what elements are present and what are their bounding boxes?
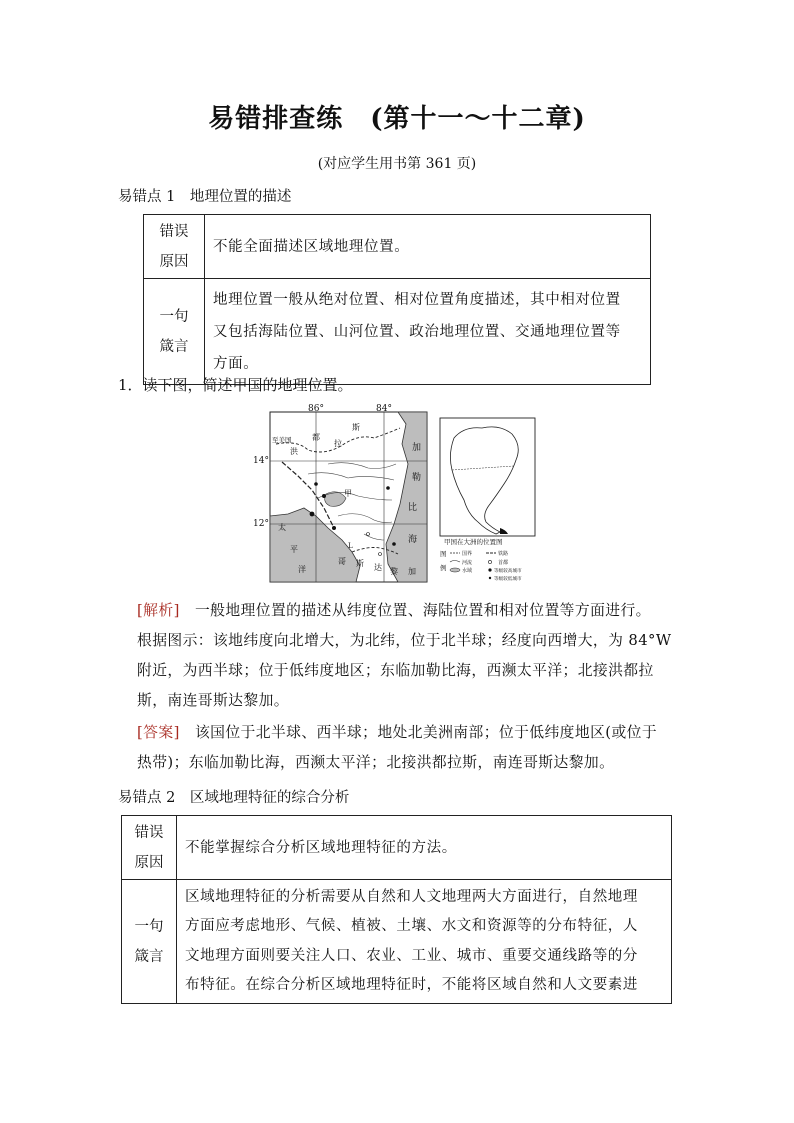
place-label: 哥 <box>338 557 346 566</box>
lon-label: 84° <box>376 404 392 414</box>
answer-tag: [答案] <box>137 724 180 741</box>
error-point-1-table <box>143 214 651 385</box>
body-line: 地理位置一般从绝对位置、相对位置角度描述，其中相对位置 <box>213 291 621 308</box>
locator-caption: 甲国在大洲的位置图 <box>444 538 503 546</box>
legend-item: 铁路 <box>498 551 509 557</box>
location-maps <box>253 404 540 584</box>
place-label: 加 <box>408 567 416 576</box>
table1-reason-body: 不能全面描述区域地理位置。 <box>205 215 651 279</box>
place-label: 至美国 <box>272 436 292 444</box>
place-label: 勒 <box>412 473 422 483</box>
place-label: 比 <box>408 503 418 513</box>
legend-item: 等级较低城市 <box>494 577 522 582</box>
answer-text: 该国位于北半球、西半球；地处北美洲南部；位于低纬度地区(或位于 <box>194 724 658 741</box>
place-label: 加 <box>412 443 422 453</box>
analysis-line: 根据图示：该地纬度向北增大，为北纬，位于北半球；经度向西增大，为 84°W <box>137 632 672 649</box>
error-point-1-heading: 易错点 1 地理位置的描述 <box>118 189 292 205</box>
lat-label: 14° <box>253 456 269 466</box>
analysis-line <box>137 596 685 626</box>
table2-motto-body <box>177 880 672 1004</box>
table2-motto-head <box>122 880 177 1004</box>
table1-motto-body <box>205 279 651 385</box>
place-label: 洪 <box>290 447 298 456</box>
place-label: 洋 <box>298 565 306 574</box>
place-label: 斯 <box>352 423 360 432</box>
answer-line: 热带)；东临加勒比海，西濒太平洋；北接洪都拉斯，南连哥斯达黎加。 <box>137 754 615 771</box>
body-line: 方面应考虑地形、气候、植被、土壤、水文和资源等的分布特征，人 <box>185 918 638 934</box>
head-line: 错误 <box>134 824 164 841</box>
analysis-tag: [解析] <box>137 602 180 619</box>
regional-map <box>253 404 427 582</box>
legend-label: 例 <box>440 564 447 572</box>
table1-reason-head <box>144 215 205 279</box>
legend-label: 图 <box>440 550 447 558</box>
table2-reason-body: 不能掌握综合分析区域地理特征的方法。 <box>177 816 672 880</box>
place-label: 斯 <box>356 559 364 568</box>
head-line: 原因 <box>159 253 189 270</box>
legend-item: 国界 <box>462 551 473 557</box>
page-title: 易错排查练 (第十一～十二章) <box>208 104 586 134</box>
place-label: 平 <box>290 545 298 554</box>
head-line: 箴言 <box>159 338 189 355</box>
body-line: 文地理方面则要关注人口、农业、工业、城市、重要交通线路等的分 <box>185 947 638 964</box>
head-line: 箴言 <box>134 948 164 965</box>
head-line: 一句 <box>159 308 189 325</box>
place-label: 海 <box>408 535 418 545</box>
error-point-2-table <box>121 815 672 1004</box>
body-line: 区域地理特征的分析需要从自然和人文地理两大方面进行，自然地理 <box>185 888 638 905</box>
question-1: 1．读下图，简述甲国的地理位置。 <box>118 376 353 394</box>
place-label: 拉 <box>334 439 342 448</box>
legend-item: 水域 <box>462 568 473 574</box>
legend-item: 首都 <box>498 560 509 566</box>
analysis-line: 附近，为西半球；位于低纬度地区；东临加勒比海，西濒太平洋；北接洪都拉 <box>137 662 654 679</box>
answer-line <box>137 718 697 748</box>
body-line: 布特征。在综合分析区域地理特征时，不能将区域自然和人文要素进 <box>185 977 638 993</box>
analysis-block <box>137 596 685 716</box>
head-line: 原因 <box>134 854 164 871</box>
lat-label: 12° <box>253 519 269 529</box>
head-line: 错误 <box>159 223 189 240</box>
place-label: 太 <box>278 523 286 532</box>
legend-item: 河流 <box>462 560 473 566</box>
place-label: L <box>348 542 353 550</box>
table2-reason-head <box>122 816 177 880</box>
page-reference: (对应学生用书第 361 页) <box>317 156 477 172</box>
place-label: 都 <box>312 433 320 442</box>
head-line: 一句 <box>134 918 164 935</box>
lon-label: 86° <box>308 404 324 414</box>
place-label: 达 <box>374 563 382 572</box>
place-label: 甲 <box>344 489 352 498</box>
analysis-text: 一般地理位置的描述从纬度位置、海陆位置和相对位置等方面进行。 <box>194 602 651 619</box>
continent-locator-map <box>440 418 535 582</box>
body-line: 又包括海陆位置、山河位置、政治地理位置、交通地理位置等 <box>213 323 621 340</box>
analysis-line: 斯，南连哥斯达黎加。 <box>137 692 289 709</box>
error-point-2-heading: 易错点 2 区域地理特征的综合分析 <box>118 790 350 806</box>
body-line: 方面。 <box>213 355 259 372</box>
table1-motto-head <box>144 279 205 385</box>
answer-block <box>137 718 697 778</box>
legend-item: 等级较高城市 <box>494 569 522 574</box>
place-label: 黎 <box>390 567 398 576</box>
